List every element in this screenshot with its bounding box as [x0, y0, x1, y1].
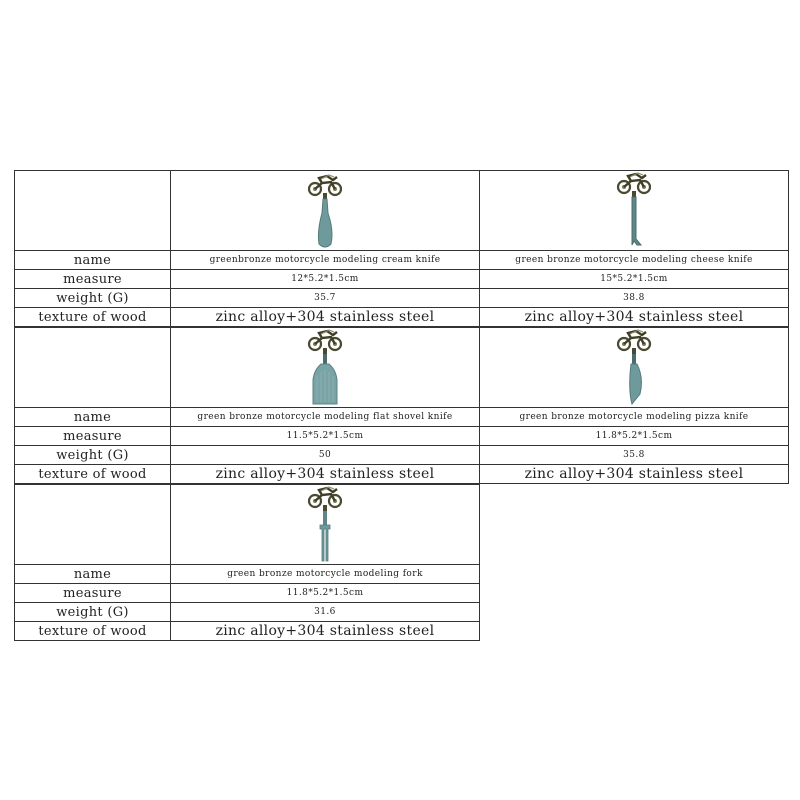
image-label-cell	[14, 170, 171, 251]
product-image-cell	[170, 327, 480, 408]
texture-label: texture of wood	[14, 464, 171, 484]
product-name: greenbronze motorcycle modeling cream knife	[170, 250, 480, 270]
weight-label: weight (G)	[14, 445, 171, 465]
product-weight: 50	[170, 445, 480, 465]
product-spec-sheet	[15, 171, 782, 643]
name-label: name	[14, 407, 171, 427]
product-name: green bronze motorcycle modeling fork	[170, 564, 480, 584]
product-name: green bronze motorcycle modeling cheese knife	[479, 250, 789, 270]
name-label: name	[14, 250, 171, 270]
product-weight: 35.8	[479, 445, 789, 465]
cheese-knife-icon	[604, 171, 664, 251]
product-texture: zinc alloy+304 stainless steel	[170, 621, 480, 641]
measure-label: measure	[14, 426, 171, 446]
product-measure: 11.5*5.2*1.5cm	[170, 426, 480, 446]
pizza-knife-icon	[604, 328, 664, 408]
name-label: name	[14, 564, 171, 584]
flat-shovel-knife-icon	[295, 328, 355, 408]
product-measure: 12*5.2*1.5cm	[170, 269, 480, 289]
product-weight: 31.6	[170, 602, 480, 622]
image-label-cell	[14, 327, 171, 408]
texture-label: texture of wood	[14, 307, 171, 327]
measure-label: measure	[14, 269, 171, 289]
cream-knife-icon	[295, 171, 355, 251]
product-weight: 38.8	[479, 288, 789, 308]
product-measure: 15*5.2*1.5cm	[479, 269, 789, 289]
product-image-cell	[170, 170, 480, 251]
product-texture: zinc alloy+304 stainless steel	[479, 307, 789, 327]
texture-label: texture of wood	[14, 621, 171, 641]
product-texture: zinc alloy+304 stainless steel	[170, 464, 480, 484]
product-texture: zinc alloy+304 stainless steel	[170, 307, 480, 327]
product-name: green bronze motorcycle modeling flat shovel knife	[170, 407, 480, 427]
measure-label: measure	[14, 583, 171, 603]
weight-label: weight (G)	[14, 602, 171, 622]
product-name: green bronze motorcycle modeling pizza knife	[479, 407, 789, 427]
fork-icon	[295, 485, 355, 565]
product-image-cell	[170, 484, 480, 565]
image-label-cell	[14, 484, 171, 565]
product-weight: 35.7	[170, 288, 480, 308]
product-measure: 11.8*5.2*1.5cm	[479, 426, 789, 446]
product-image-cell	[479, 327, 789, 408]
product-measure: 11.8*5.2*1.5cm	[170, 583, 480, 603]
product-texture: zinc alloy+304 stainless steel	[479, 464, 789, 484]
product-image-cell	[479, 170, 789, 251]
weight-label: weight (G)	[14, 288, 171, 308]
